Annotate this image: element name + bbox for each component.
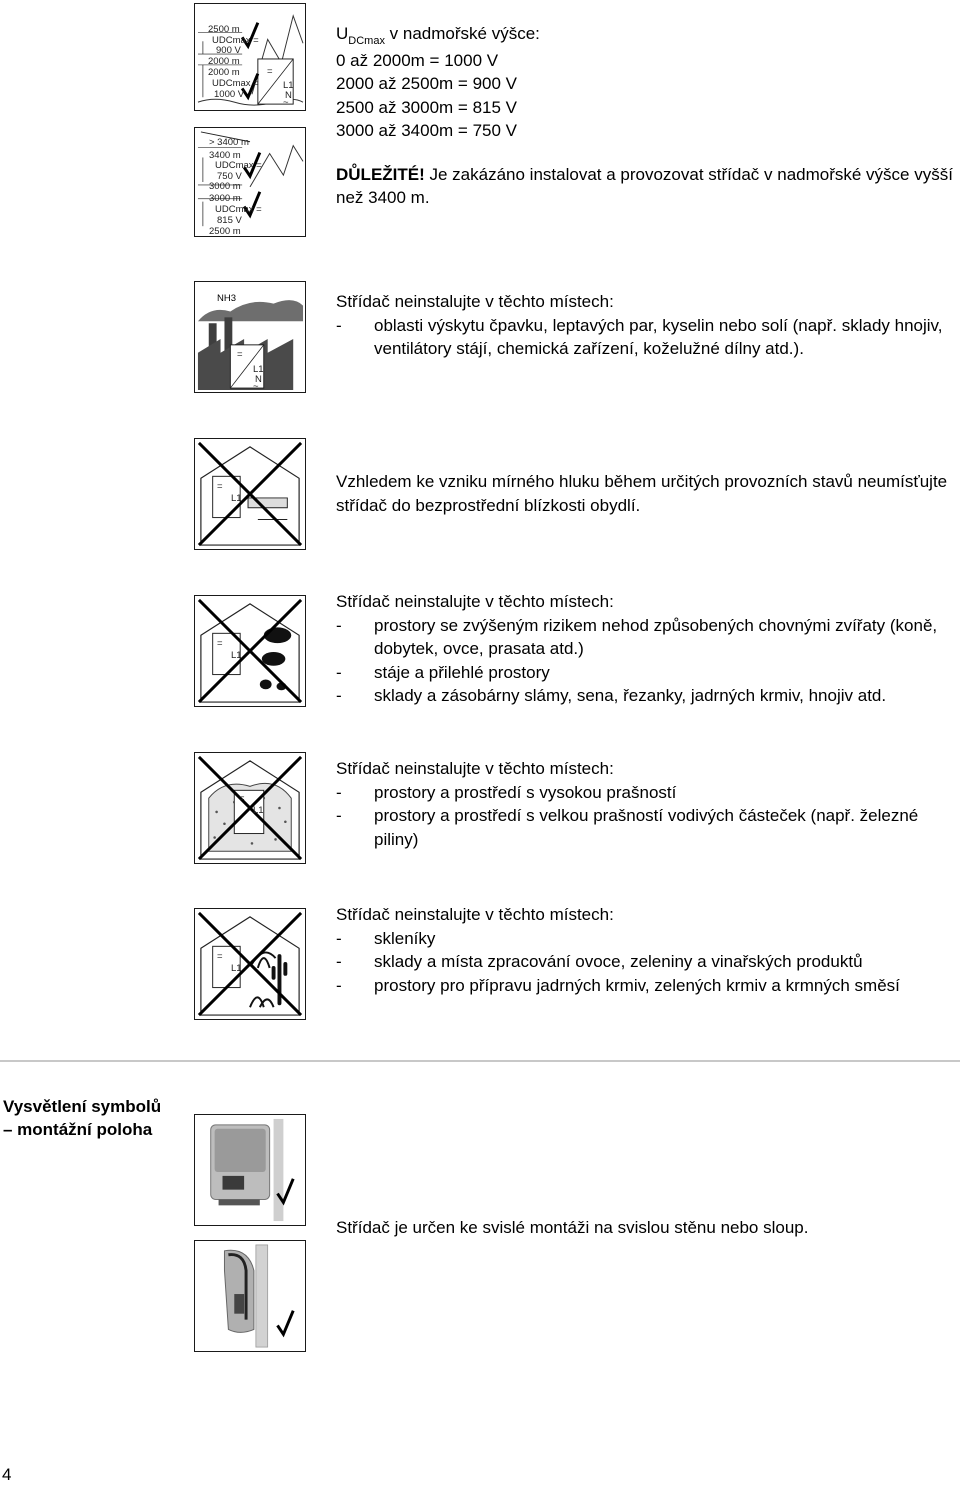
altitude-label: 900 V [216,45,241,56]
greenhouse-item: - sklady a místa zpracování ovoce, zeleniny a vinařských produktů [336,952,863,971]
altitude-line: 3000 až 3400m = 750 V [336,121,517,140]
dust-figure [194,752,306,864]
section-side-title: Vysvětlení symbolů – montážní poloha [3,1097,162,1139]
inverter-l1-label: L1 [231,650,242,661]
altitude-label: UDCmax = [215,204,262,215]
ammonia-figure [194,281,306,393]
altitude-label: 2000 m [208,56,240,67]
animals-item: - prostory se zvýšeným rizikem nehod způsobených chovnými zvířaty (koně, dobytek, ovce, prasata atd.) [336,615,938,658]
altitude-text [336,22,956,210]
stable-crossed-illustration [195,596,305,706]
altitude-label: UDCmax = [215,160,262,171]
animals-intro: Střídač neinstalujte v těchto místech: [336,592,614,611]
wall-mount-figure [194,1114,306,1226]
altitude-label: 2000 m [208,67,240,78]
altitude-figure-limit [194,127,306,237]
altitude-line: 2500 až 3000m = 815 V [336,97,517,117]
inverter-l1-label: L1 [283,80,294,91]
altitude-figure-allowed [194,3,306,111]
altitude-label: > 3400 m [209,137,249,148]
pole-mount-figure [194,1240,306,1352]
dust-crossed-illustration [195,753,305,863]
dust-item: - prostory a prostředí s velkou prašností vodivých částeček (např. železné piliny) [336,806,919,849]
altitude-label: 750 V [217,171,242,182]
altitude-label: UDCmax = [212,35,259,46]
altitude-label: 1000 V [214,89,245,100]
animals-item: - stáje a přilehlé prostory [336,662,550,682]
animals-item: - sklady a zásobárny slámy, sena, řezanky, jadrných krmiv, hnojiv atd. [336,686,887,705]
page-number: 4 [2,1465,12,1484]
altitude-line: 2000 až 2500m = 900 V [336,74,517,93]
section-divider [0,1060,960,1062]
inverter-dc-symbol: = [217,481,223,492]
animals-figure [194,595,306,707]
greenhouse-intro: Střídač neinstalujte v těchto místech: [336,905,614,924]
inverter-n-label: N [255,374,262,385]
altitude-warning: DŮLEŽITÉ! Je zakázáno instalovat a provozovat střídač v nadmořské výšce vyšší než 3400 m. [336,164,953,207]
greenhouse-item: - prostory pro přípravu jadrných krmiv, zelených krmiv a krmných směsí [336,975,900,995]
noise-paragraph: Vzhledem ke vzniku mírného hluku během určitých provozních stavů neumísťujte střídač do bezprostřední blízkosti obydlí. [336,472,948,515]
dwelling-figure [194,438,306,550]
altitude-label: 2500 m [209,226,241,237]
altitude-heading: $U_{DCmax}$ v nadmořské výšce: [336,24,540,47]
dust-text [336,757,956,851]
inverter-pole-photo [195,1241,305,1351]
inverter-l1-label: L1 [253,364,264,375]
greenhouse-text [336,903,956,997]
dust-intro: Střídač neinstalujte v těchto místech: [336,759,614,778]
mounting-paragraph: Střídač je určen ke svislé montáži na svislou stěnu nebo sloup. [336,1218,809,1237]
altitude-line: 0 až 2000m = 1000 V [336,50,499,70]
altitude-label: 815 V [217,215,242,226]
altitude-label: 3400 m [209,150,241,161]
house-crossed-illustration [195,439,305,549]
noise-text [336,470,956,517]
ammonia-label: NH3 [217,293,237,304]
inverter-dc-symbol: = [267,66,273,77]
inverter-dc-symbol: = [239,793,245,804]
ammonia-item: - oblasti výskytu čpavku, leptavých par, kyselin nebo solí (např. sklady hnojiv, ventilátory stájí, chemická zařízení, koželužné dílny atd.). [336,315,943,358]
inverter-wall-photo [195,1115,305,1225]
dust-item: - prostory a prostředí s vysokou prašností [336,782,677,802]
factory-illustration [195,282,305,392]
inverter-ac-symbol: ~ [283,97,289,108]
ammonia-text [336,290,956,361]
greenhouse-item: - skleníky [336,928,436,948]
greenhouse-crossed-illustration [195,909,305,1019]
altitude-label: 2500 m [208,24,240,35]
inverter-dc-symbol: = [217,638,223,649]
inverter-n-label: N [285,90,292,101]
inverter-ac-symbol: ~ [253,381,259,392]
altitude-label: 3000 m [209,181,241,192]
animals-text [336,590,956,708]
inverter-dc-symbol: = [237,349,243,360]
altitude-label: 3000 m [209,193,241,204]
inverter-l1-label: L1 [231,963,242,974]
inverter-dc-symbol: = [217,951,223,962]
mounting-text [336,1216,956,1240]
inverter-l1-label: L1 [231,493,242,504]
altitude-label: UDCmax = [212,78,259,89]
inverter-l1-label: L1 [253,805,264,816]
ammonia-intro: Střídač neinstalujte v těchto místech: [336,292,614,311]
greenhouse-figure [194,908,306,1020]
